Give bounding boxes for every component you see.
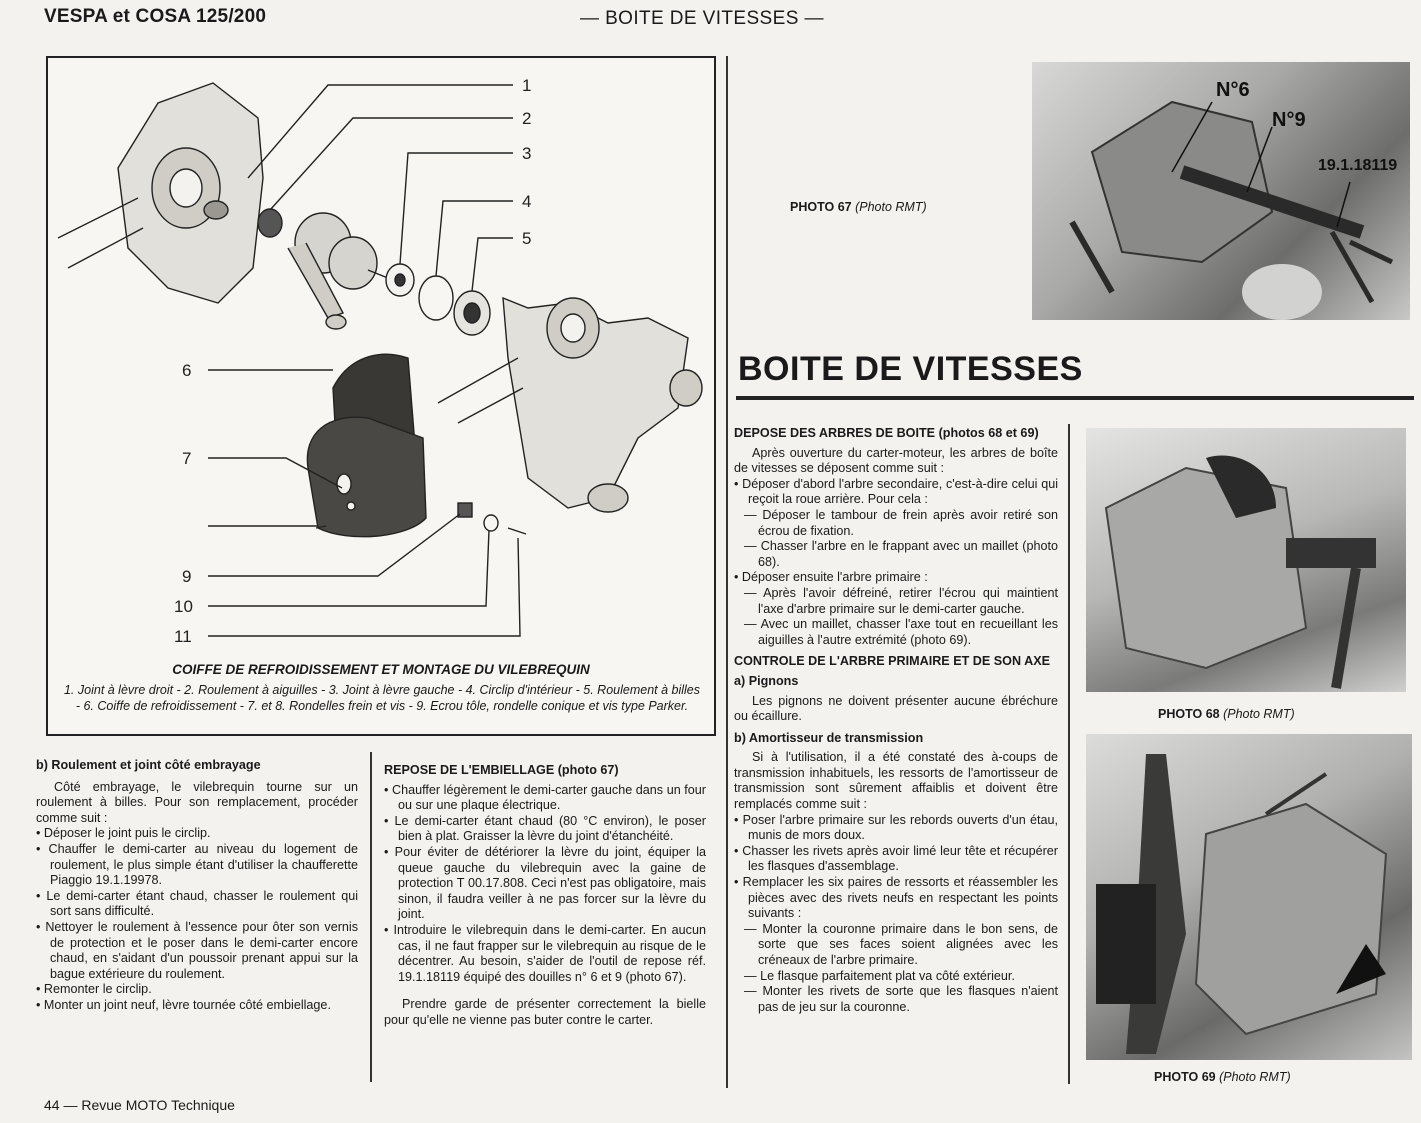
list-item: • Introduire le vilebrequin dans le demi-carter. En aucun cas, il ne faut frapper sur le vilebrequin au risque de le décentrer. Au besoin, s'aider de l'outil de repose réf. 19.1.18119 équipé des douilles n° 6 et 9 (photo 67). [384,922,706,984]
list-item: • Chauffer légèrement le demi-carter gauche dans un four ou sur une plaque électrique. [384,782,706,813]
photo-67-tag-tool: 19.1.18119 [1318,157,1398,174]
list-item: — Chasser l'arbre en le frappant avec un maillet (photo 68). [744,539,1058,569]
figure-label-1: 1 [522,76,532,95]
column-1-text [36,758,358,1014]
photo-68 [1086,428,1406,692]
photo-67-image [1032,62,1410,320]
subheading-amortisseur: b) Amortisseur de transmission [734,730,924,745]
column-divider-1 [370,752,372,1082]
photo-69-credit: (Photo RMT) [1219,1070,1291,1084]
section-heading-controle: CONTROLE DE L'ARBRE PRIMAIRE ET DE SON AXE [734,654,1050,669]
list-item: — Après l'avoir défreiné, retirer l'écrou qui maintient l'axe d'arbre primaire sur le demi-carter gauche. [744,585,1058,616]
paragraph: Côté embrayage, le vilebrequin tourne sur un roulement à billes. Pour son remplacement, procéder comme suit : [36,779,358,825]
figure-label-6: 6 [182,361,192,380]
list-item: • Déposer ensuite l'arbre primaire : [734,570,928,585]
list-item: — Monter la couronne primaire dans le bon sens, de sorte que ses faces soient alignées avec les créneaux de l'arbre primaire. [744,921,1058,967]
paragraph: Après ouverture du carter-moteur, les arbres de boîte de vitesses se déposent comme suit : [734,445,1058,476]
list-item: • Pour éviter de détériorer la lèvre du joint, équiper la queue gauche du vilebrequin avec la gaine de protection T 00.17.808. Ceci n'est pas obligatoire, mais sinon, il faudra veiller à ne pas forcer sur la lèvre du joint. [384,844,706,922]
photo-67 [1032,62,1410,320]
figure-label-7: 7 [182,449,192,468]
photo-68-caption [1158,707,1295,721]
photo-67-caption [790,200,927,214]
list-item: • Chauffer le demi-carter au niveau du logement de roulement, le plus simple étant d'utiliser la chaufferette Piaggio 19.1.19978. [36,841,358,888]
exploded-view-drawing [48,58,714,658]
photo-67-tag-n6: N°6 [1216,79,1250,101]
list-item: • Monter un joint neuf, lèvre tournée côté embiellage. [36,997,331,1012]
list-item: • Remonter le circlip. [36,982,152,997]
running-header-title: VESPA et COSA 125/200 [44,6,267,27]
section-heading-depose: DEPOSE DES ARBRES DE BOITE (photos 68 et 69) [734,426,1039,440]
section-title-rule [736,396,1414,400]
photo-67-label: PHOTO 67 [790,200,852,214]
column-divider-2 [726,56,728,1088]
photo-69 [1086,734,1412,1060]
photo-68-credit: (Photo RMT) [1223,707,1295,721]
figure-caption-body: 1. Joint à lèvre droit - 2. Roulement à aiguilles - 3. Joint à lèvre gauche - 4. Circlip d'intérieur - 5. Roulement à billes - 6. Coiffe de refroidissement - 7. et 8. Rondelles frein et vis - 9. Ecrou tôle, rondelle conique et vis type Parker. [63,683,701,713]
paragraph: Si à l'utilisation, il a été constaté des à-coups de transmission inhabituels, les ressorts de l'amortisseur de transmission sont sûrement affaiblis et doivent être remplacés comme suit : [734,750,1058,812]
photo-68-image [1086,428,1406,692]
photo-69-label: PHOTO 69 [1154,1070,1216,1084]
list-item: — Déposer le tambour de frein après avoir retiré son écrou de fixation. [744,507,1058,538]
list-item: • Déposer d'abord l'arbre secondaire, c'est-à-dire celui qui reçoit la roue arrière. Pour cela : [734,476,1058,507]
figure-label-5: 5 [522,229,532,248]
photo-69-caption [1154,1070,1291,1084]
figure-label-10: 10 [174,597,193,616]
column-divider-3 [1068,424,1070,1084]
section-heading-repose: REPOSE DE L'EMBIELLAGE (photo 67) [384,763,619,777]
section-heading-roulement: b) Roulement et joint côté embrayage [36,758,261,772]
exploded-view-figure [46,56,716,736]
column-2-text [384,763,706,1029]
photo-67-tag-n9: N°9 [1272,109,1306,131]
page-footer: 44 — Revue MOTO Technique [44,1097,235,1113]
figure-label-3: 3 [522,144,532,163]
running-header-section: — BOITE DE VITESSES — [580,8,824,29]
list-item: • Chasser les rivets après avoir limé leur tête et récupérer les flasques d'assemblage. [734,843,1058,874]
figure-label-11: 11 [174,627,192,646]
list-item: • Remplacer les six paires de ressorts et réassembler les pièces avec des rivets neufs en respectant les points suivants : [734,875,1058,921]
paragraph: Prendre garde de présenter correctement la bielle pour qu'elle ne vienne pas buter contre le carter. [384,997,706,1027]
list-item: • Nettoyer le roulement à l'essence pour ôter son vernis de protection et le poser dans le demi-carter encore chaud, en s'aidant d'un poussoir prenant appui sur la bague extérieure du roulement. [36,919,358,981]
list-item: — Le flasque parfaitement plat va côté extérieur. [744,968,1015,983]
photo-68-label: PHOTO 68 [1158,707,1220,721]
list-item: • Le demi-carter étant chaud (80 °C environ), le poser bien à plat. Graisser la lèvre du joint d'étanchéité. [384,813,706,844]
list-item: • Poser l'arbre primaire sur les rebords ouverts d'un étau, munis de mors doux. [734,812,1058,843]
column-3-text [734,426,1058,1015]
subheading-pignons: a) Pignons [734,673,799,688]
section-title: BOITE DE VITESSES [738,350,1083,388]
paragraph: Les pignons ne doivent présenter aucune ébréchure ou écaillure. [734,693,1058,724]
photo-69-image [1086,734,1412,1060]
list-item: — Monter les rivets de sorte que les flasques n'aient pas de jeu sur la couronne. [744,984,1058,1014]
list-item: • Déposer le joint puis le circlip. [36,826,211,841]
list-item: — Avec un maillet, chasser l'axe tout en recueillant les aiguilles à l'autre extrémité (photo 69). [744,617,1058,647]
figure-label-9: 9 [182,567,192,586]
list-item: • Le demi-carter étant chaud, chasser le roulement qui sort sans difficulté. [36,888,358,919]
figure-label-4: 4 [522,192,532,211]
figure-label-2: 2 [522,109,532,128]
figure-caption-title: COIFFE DE REFROIDISSEMENT ET MONTAGE DU VILEBREQUIN [172,662,590,677]
photo-67-credit: (Photo RMT) [855,200,927,214]
